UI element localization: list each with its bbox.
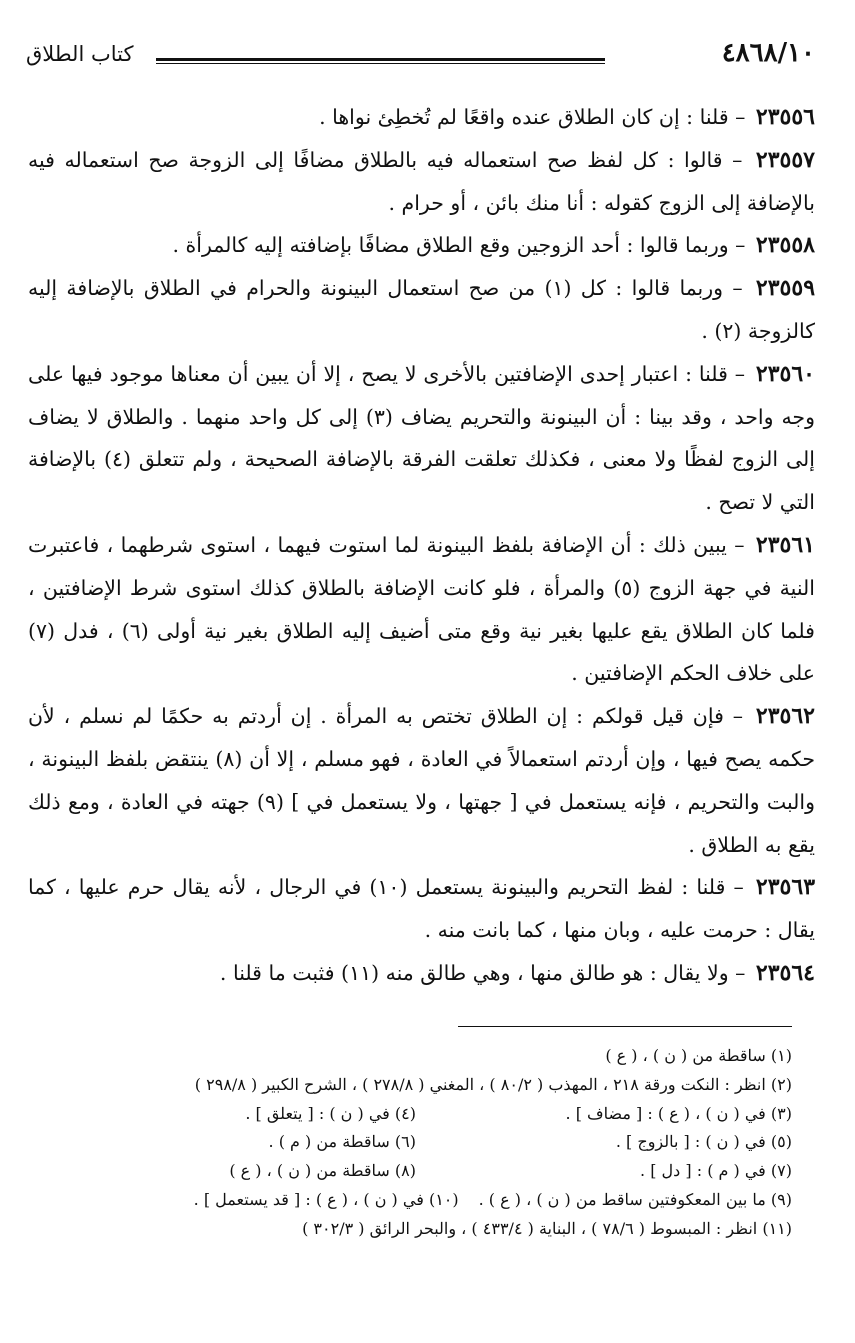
paragraph-number: ٢٣٥٥٩ <box>755 275 816 302</box>
footnote: (٥) في ( ن ) : [ بالزوج ] . <box>615 1132 792 1152</box>
book-title: كتاب الطلاق <box>26 42 134 66</box>
footnote: (١١) انظر : المبسوط ( ٧٨/٦ ) ، البناية ( ٤٣٣/٤ ) ، والبحر الرائق ( ٣٠٢/٣ ) <box>302 1218 792 1238</box>
paragraph <box>28 96 815 139</box>
paragraph-text: – قالوا : كل لفظ صح استعماله فيه بالطلاق مضافًا إلى الزوجة صح استعماله فيه بالإضافة إلى الزوج كقوله : أنا منك بائن ، أو حرام . <box>28 147 815 215</box>
paragraph-number: ٢٣٥٦٠ <box>755 360 815 387</box>
paragraph-text: – وربما قالوا : أحد الزوجين وقع الطلاق مضافًا بإضافته إليه كالمرأة . <box>172 233 752 258</box>
paragraph-text: – ولا يقال : هو طالق منها ، وهي طالق منه (١١) فثبت ما قلنا . <box>219 960 752 985</box>
paragraph-number: ٢٣٥٦٣ <box>755 874 816 901</box>
paragraph-text: – يبين ذلك : أن الإضافة بلفظ البينونة لما استوت فيهما ، استوى شرطهما ، فاعتبرت النية في جهة الزوج (٥) والمرأة ، فلو كانت الإضافة بالطلاق كذلك استوى شرط الإضافتين ، فلما كان الطلاق يقع عليها بغير نية وقع متى أضيف إليه الطلاق بغير نية أولى (٦) ، فدل (٧) على خلاف الحكم الإضافتين . <box>28 532 815 686</box>
header-rule <box>156 58 605 61</box>
footnote-row <box>40 1157 792 1186</box>
footnote: (١٠) في ( ن ) ، ( ع ) : [ قد يستعمل ] . <box>193 1189 459 1209</box>
paragraph-number: ٢٣٥٦١ <box>755 531 815 558</box>
footnote-row <box>40 1128 792 1157</box>
footnotes <box>40 1042 792 1244</box>
paragraph <box>28 267 815 353</box>
footnote: (٩) ما بين المعكوفتين ساقط من ( ن ) ، ( ع ) . <box>478 1189 792 1209</box>
footnote-row <box>40 1186 792 1215</box>
paragraph-number: ٢٣٥٦٤ <box>755 959 815 986</box>
footnote-divider <box>458 1026 792 1027</box>
footnote-row <box>40 1100 792 1129</box>
paragraph-number: ٢٣٥٥٨ <box>755 232 815 259</box>
header-rule-thin <box>156 63 605 64</box>
paragraph-text: – قلنا : إن كان الطلاق عنده واقعًا لم تُخطِئ نواها . <box>319 105 752 129</box>
paragraph-number: ٢٣٥٦٢ <box>755 703 815 730</box>
paragraph-text: – قلنا : لفظ التحريم والبينونة يستعمل (١٠) في الرجال ، لأنه يقال حرم عليها ، كما يقال : حرمت عليه ، وبان منها ، كما بانت منه . <box>28 875 815 943</box>
footnote: (٦) ساقطة من ( م ) . <box>268 1132 416 1152</box>
paragraph <box>28 866 815 952</box>
paragraph <box>28 524 815 695</box>
paragraph <box>28 139 815 225</box>
footnote: (٧) في ( م ) : [ دل ] . <box>640 1161 792 1181</box>
paragraph-text: – وربما قالوا : كل (١) من صح استعمال البينونة والحرام في الطلاق بالإضافة إليه كالزوجة (٢) . <box>28 276 815 343</box>
paragraph-text: – قلنا : اعتبار إحدى الإضافتين بالأخرى لا يصح ، إلا أن يبين أن معناها موجود فيها على وجه واحد ، وقد بينا : أن البينونة والتحريم يضاف (٣) إلى كل واحد منهما . والطلاق لا يضاف إلى الزوج لفظًا ولا معنى ، فكذلك تعلقت الفرقة بالإضافة الصحيحة ، ولم تتعلق (٤) بالإضافة التي لا تصح . <box>28 361 816 515</box>
paragraph-number: ٢٣٥٥٧ <box>755 146 815 173</box>
footnote: (٤) في ( ن ) : [ يتعلق ] . <box>245 1103 416 1123</box>
paragraph <box>28 224 815 267</box>
main-text <box>28 96 815 995</box>
paragraph-text: – فإن قيل قولكم : إن الطلاق تختص به المرأة . إن أردتم به حكمًا لم نسلم ، لأن حكمه يصح فيها ، وإن أردتم استعمالاً في العادة ، فهو مسلم ، إلا أن (٨) ينتقض بلفظ البينونة ، والبت والتحريم ، فإنه يستعمل في [ جهتها ، ولا يستعمل في ] (٩) جهته في العادة ، ومع ذلك يقع به الطلاق . <box>28 704 815 857</box>
page-header <box>26 38 815 78</box>
footnote: (١) ساقطة من ( ن ) ، ( ع ) <box>605 1046 792 1065</box>
paragraph <box>28 695 815 866</box>
footnote: (٣) في ( ن ) ، ( ع ) : [ مضاف ] . <box>565 1103 792 1123</box>
footnote: (٨) ساقطة من ( ن ) ، ( ع ) <box>229 1161 416 1181</box>
paragraph <box>28 952 815 995</box>
footnote: (٢) انظر : النكت ورقة ٢١٨ ، المهذب ( ٨٠/٢ ) ، المغني ( ٢٧٨/٨ ) ، الشرح الكبير ( ٢٩٨/٨ ) <box>194 1074 792 1094</box>
paragraph-number: ٢٣٥٥٦ <box>755 104 815 130</box>
paragraph <box>28 353 815 524</box>
page-number: ٤٨٦٨/١٠ <box>721 38 815 68</box>
